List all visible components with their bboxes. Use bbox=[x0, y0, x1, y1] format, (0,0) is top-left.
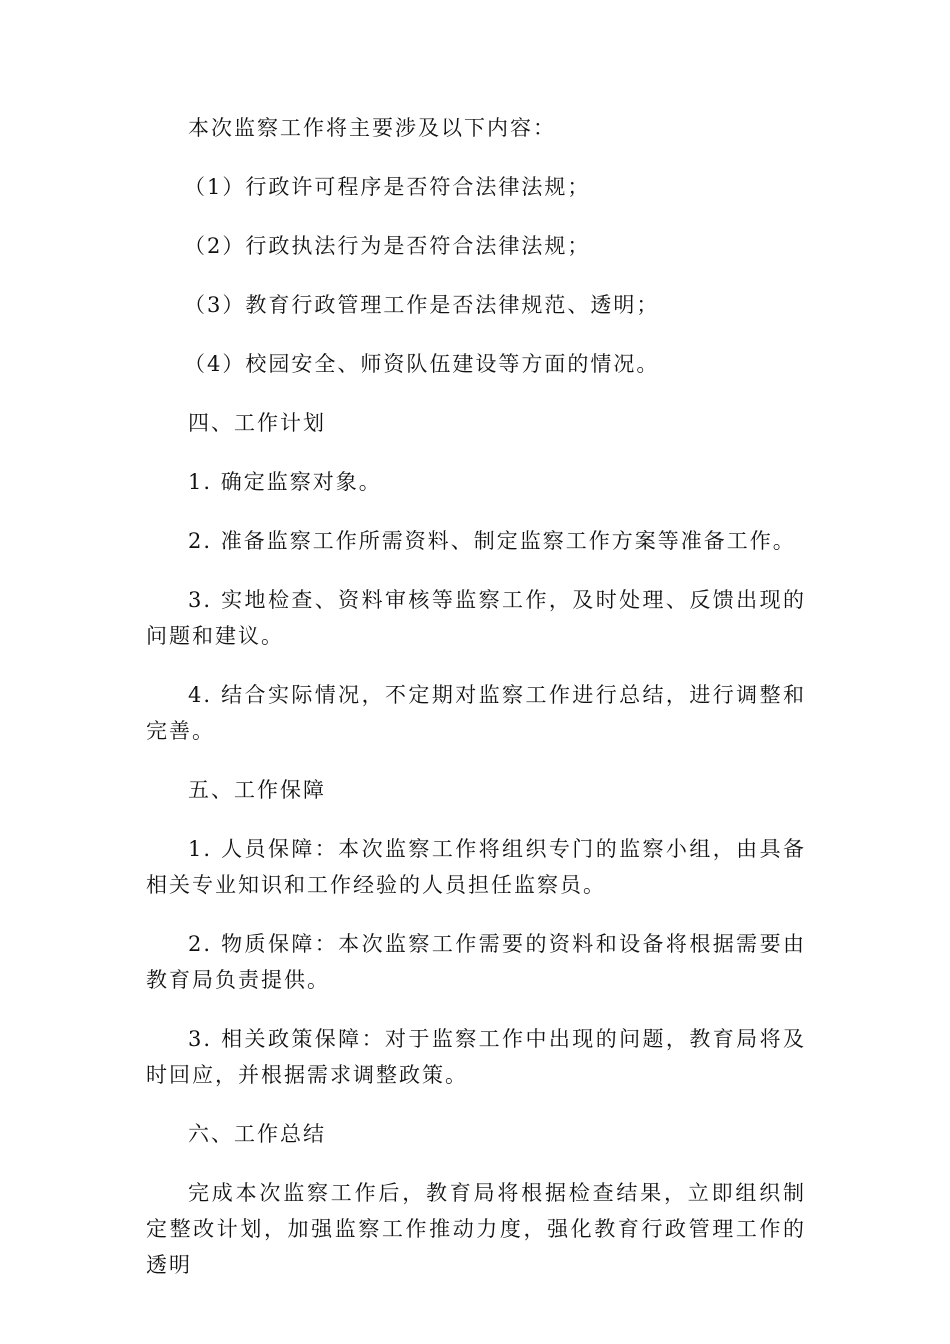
content-item-4: （4）校园安全、师资队伍建设等方面的情况。 bbox=[184, 352, 660, 376]
summary-paragraph: 完成本次监察工作后，教育局将根据检查结果，立即组织制定整改计划，加强监察工作推动力度，强化教育行政管理工作的透明 bbox=[146, 1181, 806, 1277]
section-heading-work-guarantee: 五、工作保障 bbox=[188, 778, 326, 802]
content-item-2: （2）行政执法行为是否符合法律法规； bbox=[184, 234, 591, 258]
guarantee-item-3: 3. 相关政策保障：对于监察工作中出现的问题，教育局将及时回应，并根据需求调整政策。 bbox=[146, 1027, 806, 1087]
work-plan-item-4: 4. 结合实际情况，不定期对监察工作进行总结，进行调整和完善。 bbox=[146, 683, 806, 743]
document-body bbox=[146, 110, 806, 1306]
guarantee-item-1: 1. 人员保障：本次监察工作将组织专门的监察小组，由具备相关专业知识和工作经验的人员担任监察员。 bbox=[146, 837, 806, 897]
work-plan-item-3: 3. 实地检查、资料审核等监察工作，及时处理、反馈出现的问题和建议。 bbox=[146, 588, 806, 648]
content-item-3: （3）教育行政管理工作是否法律规范、透明； bbox=[184, 293, 660, 317]
work-plan-item-2: 2. 准备监察工作所需资料、制定监察工作方案等准备工作。 bbox=[188, 529, 796, 553]
section-heading-work-summary: 六、工作总结 bbox=[188, 1122, 326, 1146]
work-plan-item-1: 1. 确定监察对象。 bbox=[188, 470, 382, 494]
intro-paragraph: 本次监察工作将主要涉及以下内容： bbox=[188, 116, 556, 140]
section-heading-work-plan: 四、工作计划 bbox=[188, 411, 326, 435]
guarantee-item-2: 2. 物质保障：本次监察工作需要的资料和设备将根据需要由教育局负责提供。 bbox=[146, 932, 806, 992]
content-item-1: （1）行政许可程序是否符合法律法规； bbox=[184, 175, 591, 199]
